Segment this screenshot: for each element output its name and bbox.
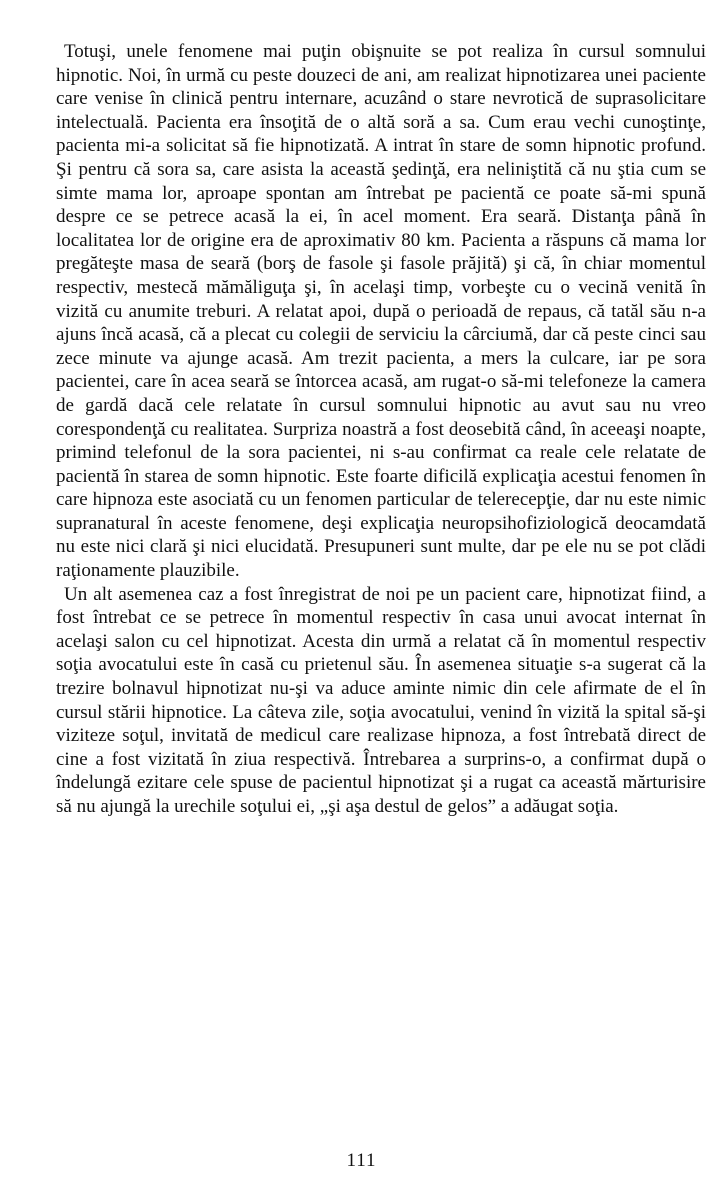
page-body bbox=[56, 40, 706, 819]
paragraph-2: Un alt asemenea caz a fost înregistrat de noi pe un pacient care, hipnotizat fiind, a fost întrebat ce se petrece în momentul respectiv în casa unui avocat internat în acelaşi salon cu cel hipnotizat. Acesta din urmă a relatat că în momentul respectiv soţia avocatului este în casă cu prietenul său. În asemenea situaţie s-a sugerat că la trezire bolnavul hipnotizat nu-şi va aduce aminte nimic din cele afirmate de el în cursul stării hipnotice. La câteva zile, soţia avocatului, venind în vizită la spital să-şi viziteze soţul, invitată de medicul care realizase hipnoza, a fost întrebată direct de cine a fost vizitată în ziua respectivă. Întrebarea a surprins-o, a confirmat după o îndelungă ezitare cele spuse de pacientul hipnotizat şi a rugat ca această mărturisire să nu ajungă la urechile soţului ei, „şi aşa destul de gelos” a adăugat soţia. bbox=[56, 583, 706, 817]
paragraph-1: Totuşi, unele fenomene mai puţin obişnuite se pot realiza în cursul somnului hipnotic. Noi, în urmă cu peste douzeci de ani, am realizat hipnotizarea unei paciente care venise în clinică pentru internare, acuzând o stare nevrotică de suprasolicitare intelectuală. Pacienta era însoţită de o altă soră a sa. Cum erau vechi cunoştinţe, pacienta mi-a solicitat să fie hipnotizată. A intrat în stare de somn hipnotic profund. Şi pentru că sora sa, care asista la această şedinţă, era neliniştită că nu ştia cum se simte mama lor, aproape spontan am întrebat pe pacientă ce poate să-mi spună despre ce se petrece acasă la ei, în acel moment. Era seară. Distanţa până în localitatea lor de origine era de aproximativ 80 km. Pacienta a răspuns că mama lor pregăteşte masa de seară (borş de fasole şi fasole prăjită) şi că, în chiar momentul respectiv, mestecă mămăliguţa şi, în acelaşi timp, vorbeşte cu o vecină venită în vizită cu anumite treburi. A relatat apoi, după o perioadă de repaus, că tatăl său n-a ajuns încă acasă, că a plecat cu colegii de serviciu la cârciumă, dar că peste cinci sau zece minute va ajunge acasă. Am trezit pacienta, a mers la culcare, iar pe sora pacientei, care în acea seară se întorcea acasă, am rugat-o să-mi telefoneze la camera de gardă dacă cele relatate în cursul somnului hipnotic au avut sau nu vreo corespondenţă cu realitatea. Surpriza noastră a fost deosebită când, în aceeaşi noapte, primind telefonul de la sora pacientei, ni s-au confirmat ca reale cele relatate de pacientă în starea de somn hipnotic. Este foarte dificilă explicaţia acestui fenomen în care hipnoza este asociată cu un fenomen particular de telerecepţie, dar nu este nimic supranatural în aceste fenomene, deşi explicaţia neuropsihofiziologică deocamdată nu este nici clară şi nici elucidată. Presupuneri sunt multe, dar pe ele nu se pot clădi raţionamente plauzibile. bbox=[56, 41, 706, 582]
page-number: 111 bbox=[346, 1150, 377, 1171]
